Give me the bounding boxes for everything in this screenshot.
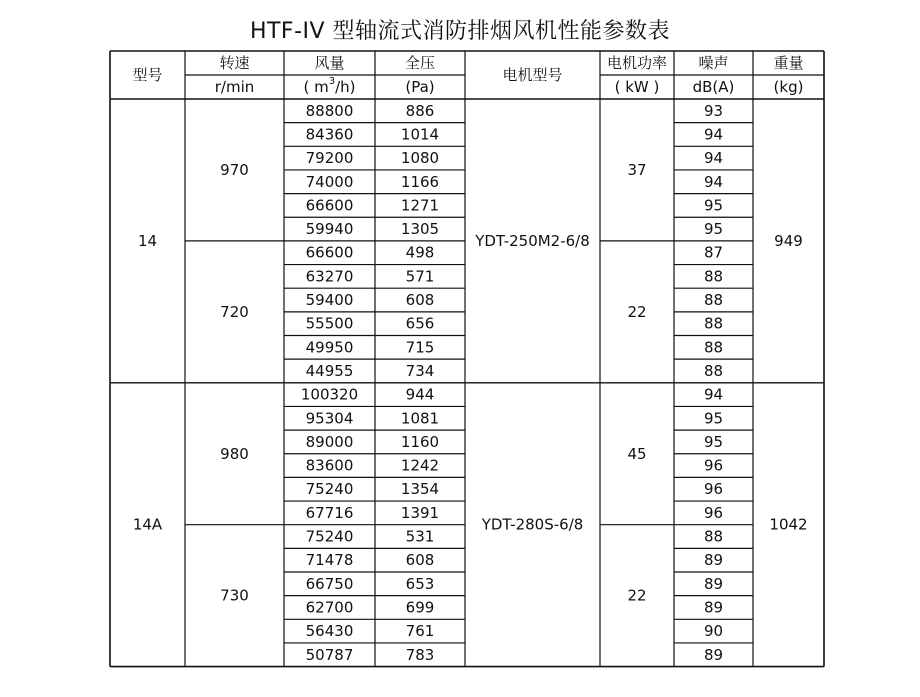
cell-noise: 95 — [703, 196, 724, 215]
cell-pressure: 1081 — [400, 409, 440, 428]
cell-pressure: 531 — [405, 527, 435, 546]
header-speed-unit: r/min — [214, 78, 255, 96]
cell-speed: 730 — [220, 586, 249, 605]
header-motor-power: 电机功率 — [606, 54, 668, 72]
header-motor-model: 电机型号 — [502, 66, 563, 84]
cell-noise: 89 — [703, 551, 724, 570]
cell-motor-model: YDT-280S-6/8 — [481, 515, 584, 534]
cell-speed: 720 — [220, 302, 249, 321]
cell-model: 14 — [137, 231, 158, 250]
header-pressure: 全压 — [404, 54, 436, 72]
header-airflow: 风量 — [314, 54, 345, 72]
table-title: HTF-IV 型轴流式消防排烟风机性能参数表 — [249, 19, 671, 44]
cell-airflow: 66600 — [305, 243, 354, 262]
cell-airflow: 83600 — [305, 456, 354, 475]
cell-airflow: 59400 — [305, 291, 354, 310]
cell-pressure: 1391 — [400, 503, 440, 522]
cell-noise: 88 — [703, 338, 724, 357]
cell-noise: 89 — [703, 574, 724, 593]
cell-noise: 95 — [703, 432, 724, 451]
header-weight-unit: (kg) — [773, 78, 804, 96]
cell-noise: 94 — [703, 385, 724, 404]
header-pressure-unit: (Pa) — [405, 78, 435, 96]
cell-noise: 87 — [703, 243, 724, 262]
cell-pressure: 656 — [405, 314, 435, 333]
cell-noise: 96 — [703, 456, 724, 475]
cell-airflow: 50787 — [305, 645, 354, 664]
cell-noise: 95 — [703, 409, 724, 428]
header-speed: 转速 — [219, 54, 250, 72]
cell-pressure: 1271 — [400, 196, 440, 215]
cell-motor-power: 45 — [627, 444, 647, 463]
cell-airflow: 75240 — [305, 527, 354, 546]
cell-noise: 88 — [703, 361, 724, 380]
cell-pressure: 944 — [405, 385, 435, 404]
cell-noise: 93 — [703, 101, 724, 120]
cell-airflow: 66750 — [305, 574, 354, 593]
header-noise: 噪声 — [698, 54, 729, 72]
cell-noise: 88 — [703, 291, 724, 310]
cell-pressure: 653 — [405, 574, 435, 593]
cell-noise: 89 — [703, 598, 724, 617]
cell-airflow: 79200 — [305, 149, 354, 168]
cell-airflow: 66600 — [305, 196, 354, 215]
cell-pressure: 498 — [405, 243, 435, 262]
cell-pressure: 1080 — [400, 149, 440, 168]
cell-noise: 96 — [703, 480, 724, 499]
cell-airflow: 88800 — [305, 101, 354, 120]
cell-airflow: 84360 — [305, 125, 354, 144]
cell-pressure: 1160 — [400, 432, 440, 451]
cell-noise: 88 — [703, 267, 724, 286]
cell-noise: 96 — [703, 503, 724, 522]
airflow-unit-prefix: ( m — [303, 78, 329, 96]
cell-weight: 949 — [774, 231, 803, 250]
cell-pressure: 1305 — [400, 220, 440, 239]
cell-motor-model: YDT-250M2-6/8 — [475, 231, 590, 250]
cell-airflow: 59940 — [305, 220, 354, 239]
cell-noise: 94 — [703, 125, 724, 144]
cell-model: 14A — [132, 515, 163, 534]
cell-speed: 980 — [220, 444, 249, 463]
cell-motor-power: 37 — [627, 160, 647, 179]
cell-airflow: 56430 — [305, 622, 354, 641]
cell-noise: 94 — [703, 172, 724, 191]
cell-pressure: 608 — [405, 291, 435, 310]
cell-pressure: 699 — [405, 598, 435, 617]
cell-pressure: 1354 — [400, 480, 440, 499]
cell-pressure: 761 — [405, 622, 435, 641]
cell-airflow: 67716 — [305, 503, 354, 522]
header-weight: 重量 — [773, 54, 804, 72]
cell-pressure: 886 — [405, 101, 435, 120]
cell-airflow: 100320 — [300, 385, 359, 404]
cell-motor-power: 22 — [627, 586, 647, 605]
header-model: 型号 — [132, 66, 163, 84]
airflow-unit-superscript: 3 — [328, 75, 336, 87]
header-motor-power-unit: ( kW ) — [614, 78, 660, 96]
cell-airflow: 44955 — [305, 361, 354, 380]
cell-pressure: 783 — [405, 645, 435, 664]
cell-noise: 94 — [703, 149, 724, 168]
cell-pressure: 715 — [405, 338, 435, 357]
cell-pressure: 1166 — [400, 172, 440, 191]
header-noise-unit: dB(A) — [692, 78, 735, 96]
cell-airflow: 89000 — [305, 432, 354, 451]
cell-airflow: 71478 — [305, 551, 354, 570]
cell-pressure: 1014 — [400, 125, 440, 144]
cell-airflow: 62700 — [305, 598, 354, 617]
cell-noise: 95 — [703, 220, 724, 239]
cell-pressure: 1242 — [400, 456, 440, 475]
cell-speed: 970 — [220, 160, 249, 179]
cell-airflow: 55500 — [305, 314, 354, 333]
cell-pressure: 734 — [405, 361, 435, 380]
cell-motor-power: 22 — [627, 302, 647, 321]
cell-pressure: 571 — [405, 267, 435, 286]
cell-pressure: 608 — [405, 551, 435, 570]
cell-noise: 90 — [703, 622, 724, 641]
cell-noise: 88 — [703, 527, 724, 546]
cell-noise: 88 — [703, 314, 724, 333]
cell-airflow: 75240 — [305, 480, 354, 499]
cell-airflow: 74000 — [305, 172, 354, 191]
cell-noise: 89 — [703, 645, 724, 664]
header-airflow-unit — [303, 76, 355, 97]
cell-weight: 1042 — [769, 515, 808, 534]
cell-airflow: 63270 — [305, 267, 354, 286]
airflow-unit-suffix: /h) — [335, 78, 356, 96]
cell-airflow: 95304 — [305, 409, 354, 428]
cell-airflow: 49950 — [305, 338, 354, 357]
